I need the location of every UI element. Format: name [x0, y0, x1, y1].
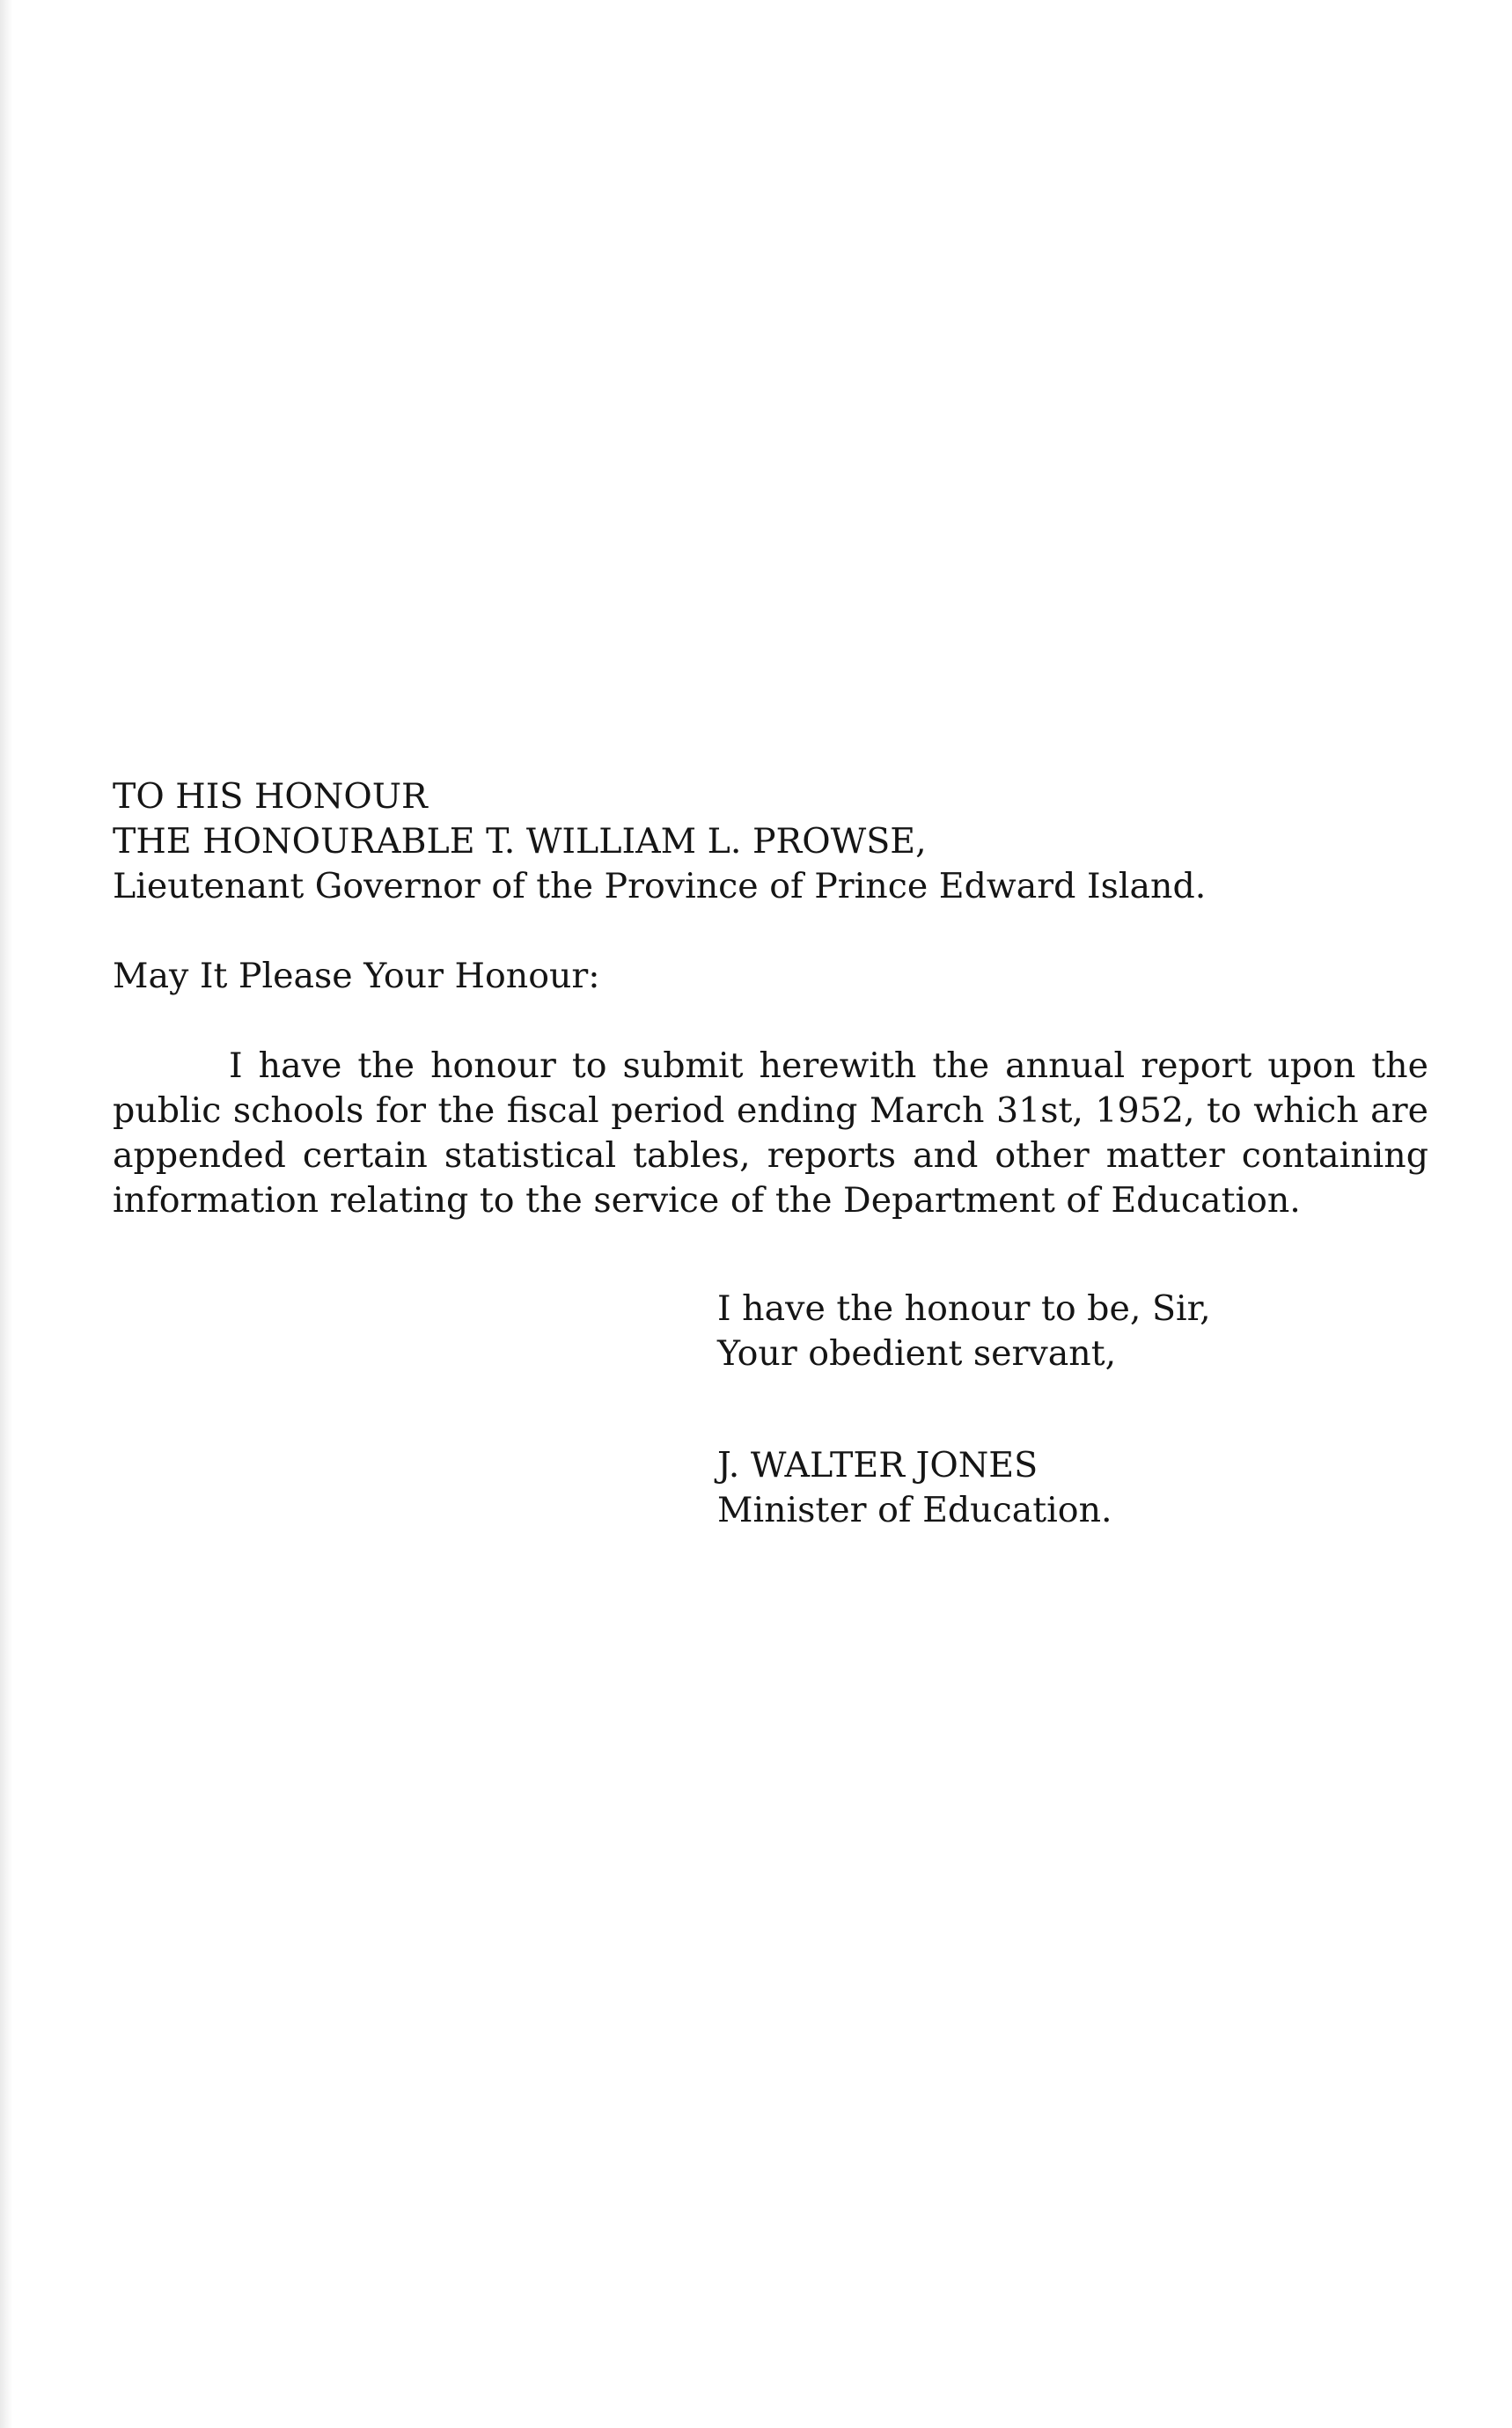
signatory-name: J. WALTER JONES	[717, 1445, 1039, 1485]
letter-body	[113, 774, 1433, 1223]
address-line-office: Lieutenant Governor of the Province of Prince Edward Island.	[113, 866, 1207, 906]
signature-block	[717, 1443, 1112, 1533]
closing	[717, 1287, 1211, 1376]
closing-line-2: Your obedient servant,	[717, 1333, 1117, 1374]
address-line-recipient: TO HIS HONOUR	[113, 776, 428, 817]
salutation: May It Please Your Honour:	[113, 956, 600, 996]
signatory-title: Minister of Education.	[717, 1490, 1112, 1530]
address-line-name: THE HONOURABLE T. WILLIAM L. PROWSE,	[113, 821, 927, 862]
closing-line-1: I have the honour to be, Sir,	[717, 1288, 1211, 1329]
scan-edge-shadow	[0, 0, 12, 2428]
body-paragraph: I have the honour to submit herewith the annual report upon the public schools for the fiscal period ending March 31st, 1952, to which are appended certain statistical tables, reports and other matter containing information relating to the service of the Department of Education.	[113, 1045, 1428, 1221]
